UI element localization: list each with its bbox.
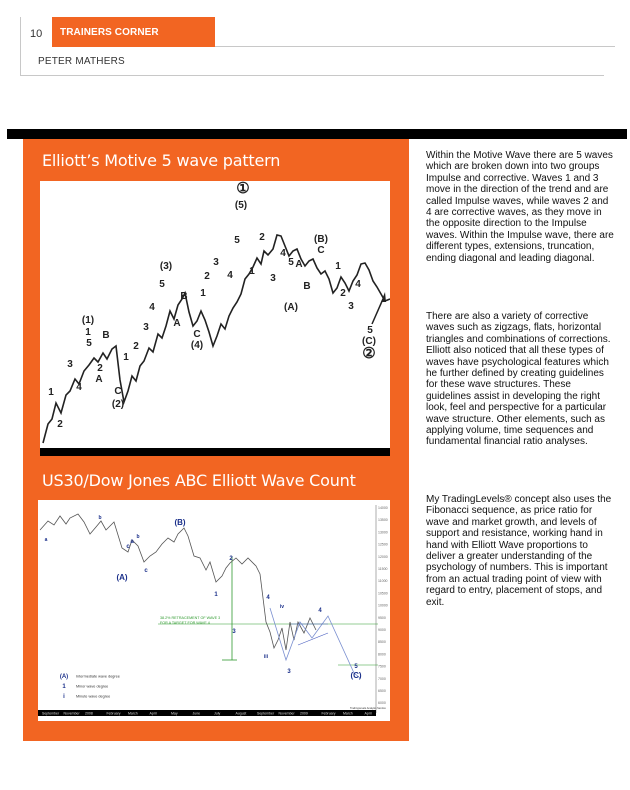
legend-symbol: 1 bbox=[62, 684, 66, 690]
wave-label: (A) bbox=[284, 302, 298, 313]
dow-wave-label: 4 bbox=[266, 595, 270, 601]
wave-label: 1 bbox=[85, 327, 91, 338]
time-tick-label: 2008 bbox=[85, 711, 93, 716]
wave-label: 2 bbox=[204, 271, 210, 282]
price-tick-label: 10500 bbox=[378, 591, 388, 596]
legend-text: Minute wave degree bbox=[76, 694, 111, 699]
wave-label: 3 bbox=[67, 359, 73, 370]
wave-label: 3 bbox=[213, 257, 219, 268]
dow-wave-label: b bbox=[136, 534, 140, 540]
time-tick-label: August bbox=[235, 711, 247, 716]
section-tab: TRAINERS CORNER bbox=[52, 17, 215, 47]
figure-title-2: US30/Dow Jones ABC Elliott Wave Count bbox=[42, 471, 356, 490]
wave-label: 2 bbox=[97, 363, 103, 374]
wave-label: (4) bbox=[190, 340, 204, 351]
wave-label: 1 bbox=[48, 387, 54, 398]
time-tick-label: February bbox=[106, 711, 121, 716]
dow-wave-label: a bbox=[130, 539, 134, 545]
wave-label: 1 bbox=[123, 352, 129, 363]
legend-text: Intermediate wave degree bbox=[76, 674, 120, 679]
time-tick-label: July bbox=[214, 711, 221, 716]
figure-title-1: Elliott’s Motive 5 wave pattern bbox=[42, 151, 281, 170]
price-tick-label: 11000 bbox=[378, 579, 388, 584]
header-rule-top bbox=[215, 46, 615, 47]
time-tick-label: September bbox=[42, 711, 60, 716]
price-tick-label: 9000 bbox=[378, 628, 386, 632]
time-tick-label: April bbox=[364, 711, 372, 716]
time-tick-label: February bbox=[321, 711, 336, 716]
wave-label: (5) bbox=[234, 200, 248, 211]
price-tick-label: 12000 bbox=[378, 554, 388, 559]
wave-label: 1 bbox=[200, 288, 206, 299]
wave-label: (2) bbox=[111, 399, 125, 410]
time-tick-label: September bbox=[257, 711, 275, 716]
wave-label: A bbox=[95, 374, 103, 385]
price-tick-label: 6000 bbox=[378, 701, 386, 706]
wave-label: C bbox=[317, 245, 325, 256]
time-tick-label: November bbox=[63, 711, 80, 716]
header-rule-left bbox=[20, 17, 21, 76]
wave-label: 3 bbox=[348, 301, 354, 312]
wave-label: (1) bbox=[81, 315, 95, 326]
time-tick-label: May bbox=[171, 711, 178, 716]
time-tick-label: March bbox=[128, 711, 138, 716]
wave-label: 5 bbox=[367, 325, 373, 336]
wave-label: C bbox=[114, 386, 122, 397]
wave-label: 5 bbox=[288, 257, 294, 268]
wave-label: (C) bbox=[362, 336, 376, 347]
price-tick-label: 12500 bbox=[378, 542, 388, 547]
price-tick-label: 6500 bbox=[378, 689, 386, 693]
wave-label: 4 bbox=[227, 270, 233, 281]
price-tick-label: 7000 bbox=[378, 676, 386, 681]
dow-wave-label: a bbox=[44, 537, 48, 543]
wave-label: (B) bbox=[314, 234, 328, 245]
wave-label: 2 bbox=[133, 341, 139, 352]
wave-label: 5 bbox=[159, 279, 165, 290]
legend-symbol: (A) bbox=[59, 674, 69, 680]
price-tick-label: 8000 bbox=[378, 652, 386, 657]
dow-jones-chart bbox=[38, 500, 390, 721]
legend-text: Minor wave degree bbox=[76, 684, 109, 689]
dow-wave-label: b bbox=[98, 515, 102, 521]
wave-labels bbox=[48, 181, 376, 430]
chart-source-note: TradingLevels Analysis Service bbox=[350, 707, 386, 710]
dow-wave-label: 3 bbox=[287, 669, 291, 675]
wave-label: 3 bbox=[143, 322, 149, 333]
wave-label: 3 bbox=[270, 273, 276, 284]
dow-wave-label: (C) bbox=[350, 671, 362, 680]
wave-label: 4 bbox=[149, 302, 155, 313]
wave-label: B bbox=[303, 281, 311, 292]
wave-label: (3) bbox=[159, 261, 173, 272]
wave-label: ② bbox=[362, 345, 376, 362]
price-tick-label: 11500 bbox=[378, 567, 388, 571]
dow-wave-label: 4 bbox=[318, 608, 322, 614]
wave-label: B bbox=[180, 291, 188, 302]
price-tick-label: 9500 bbox=[378, 615, 386, 620]
trend-arrow-head bbox=[381, 292, 386, 302]
dow-wave-label: 3 bbox=[232, 629, 236, 635]
price-tick-label: 7500 bbox=[378, 664, 386, 669]
wave-label: 4 bbox=[76, 382, 82, 393]
price-tick-label: 14000 bbox=[378, 506, 388, 510]
svg-text:38.2% RETRACEMENT OF WAVE 3: 38.2% RETRACEMENT OF WAVE 3 bbox=[160, 616, 221, 620]
dow-wave-label: iii bbox=[263, 654, 269, 660]
legend-symbol: i bbox=[63, 694, 65, 700]
header-rule-bottom bbox=[20, 75, 604, 76]
price-tick-label: 8500 bbox=[378, 640, 386, 645]
svg-text:FOR A TARGET FOR WAVE 4: FOR A TARGET FOR WAVE 4 bbox=[160, 621, 210, 625]
price-tick-label: 13500 bbox=[378, 518, 388, 523]
price-tick-label: 13000 bbox=[378, 530, 388, 535]
dow-wave-label: c bbox=[126, 544, 130, 550]
dow-wave-label: (B) bbox=[174, 518, 186, 527]
dow-wave-label: 2 bbox=[229, 556, 233, 562]
dow-wave-label: c bbox=[144, 568, 148, 574]
author-name: PETER MATHERS bbox=[38, 56, 125, 67]
dow-wave-label: iv bbox=[279, 604, 285, 610]
wave-label: 1 bbox=[249, 266, 255, 277]
wave-label: A bbox=[295, 259, 303, 270]
wave-label: ① bbox=[236, 181, 250, 197]
wave-label: 1 bbox=[335, 261, 341, 272]
time-tick-label: June bbox=[192, 711, 201, 716]
wave-label: C bbox=[193, 329, 201, 340]
dow-wave-label: (A) bbox=[116, 573, 128, 582]
wave-label: A bbox=[173, 318, 181, 329]
divider-bar bbox=[7, 129, 627, 139]
time-tick-label: November bbox=[278, 711, 295, 716]
body-paragraph-3: My TradingLevels® concept also uses the Fibonacci sequence, as price ratio for wave and market growth, and levels of support and resistance, working hand in hand with Elliott Wave proportions to deliver a greater understanding of the psychology of numbers. This is important from an actual trading point of view with regard to entry, placement of stops, and exit. bbox=[426, 494, 612, 608]
dow-jones-svg bbox=[38, 500, 390, 721]
elliott-wave-diagram bbox=[40, 181, 390, 456]
wave-label: 2 bbox=[259, 232, 265, 243]
body-paragraph-2: There are also a variety of corrective waves such as zigzags, flats, horizontal triangles and combinations of corrections. Elliott also noticed that all these types of waves have psychological features which he further defined by creating guidelines for these wave structures. These guidelines assist in developing the right look, feel and perspective for a particular wave structure. Other elements, such as applying volume, time sequences and fundamental financial ratio analyses. bbox=[426, 311, 611, 448]
wave-label: 5 bbox=[234, 235, 240, 246]
wave-label: 2 bbox=[340, 288, 346, 299]
page-number: 10 bbox=[30, 28, 43, 40]
dow-wave-label: 1 bbox=[214, 592, 218, 598]
wave-label: 5 bbox=[86, 338, 92, 349]
wave-label: 4 bbox=[280, 248, 286, 259]
time-tick-label: March bbox=[343, 711, 353, 716]
price-tick-label: 10000 bbox=[378, 603, 388, 608]
time-tick-label: 2009 bbox=[300, 711, 308, 716]
trend-arrow-line bbox=[372, 299, 383, 324]
wave-label: B bbox=[102, 330, 110, 341]
time-tick-label: April bbox=[149, 711, 157, 716]
dow-wave-label: 5 bbox=[354, 664, 358, 670]
body-paragraph-1: Within the Motive Wave there are 5 waves which are broken down into two groups Impulse and corrective. Waves 1 and 3 move in the direction of the trend and are called Impulse waves, while waves 2 and 4 are corrective waves, as they move in the opposite direction to the Impulse waves. Within the Impulse wave, there are different types, extensions, truncation, ending diagonal and leading diagonal. bbox=[426, 150, 614, 264]
wave-label: 4 bbox=[355, 279, 361, 290]
wave-label: 2 bbox=[57, 419, 63, 430]
elliott-wave-svg bbox=[40, 181, 390, 448]
